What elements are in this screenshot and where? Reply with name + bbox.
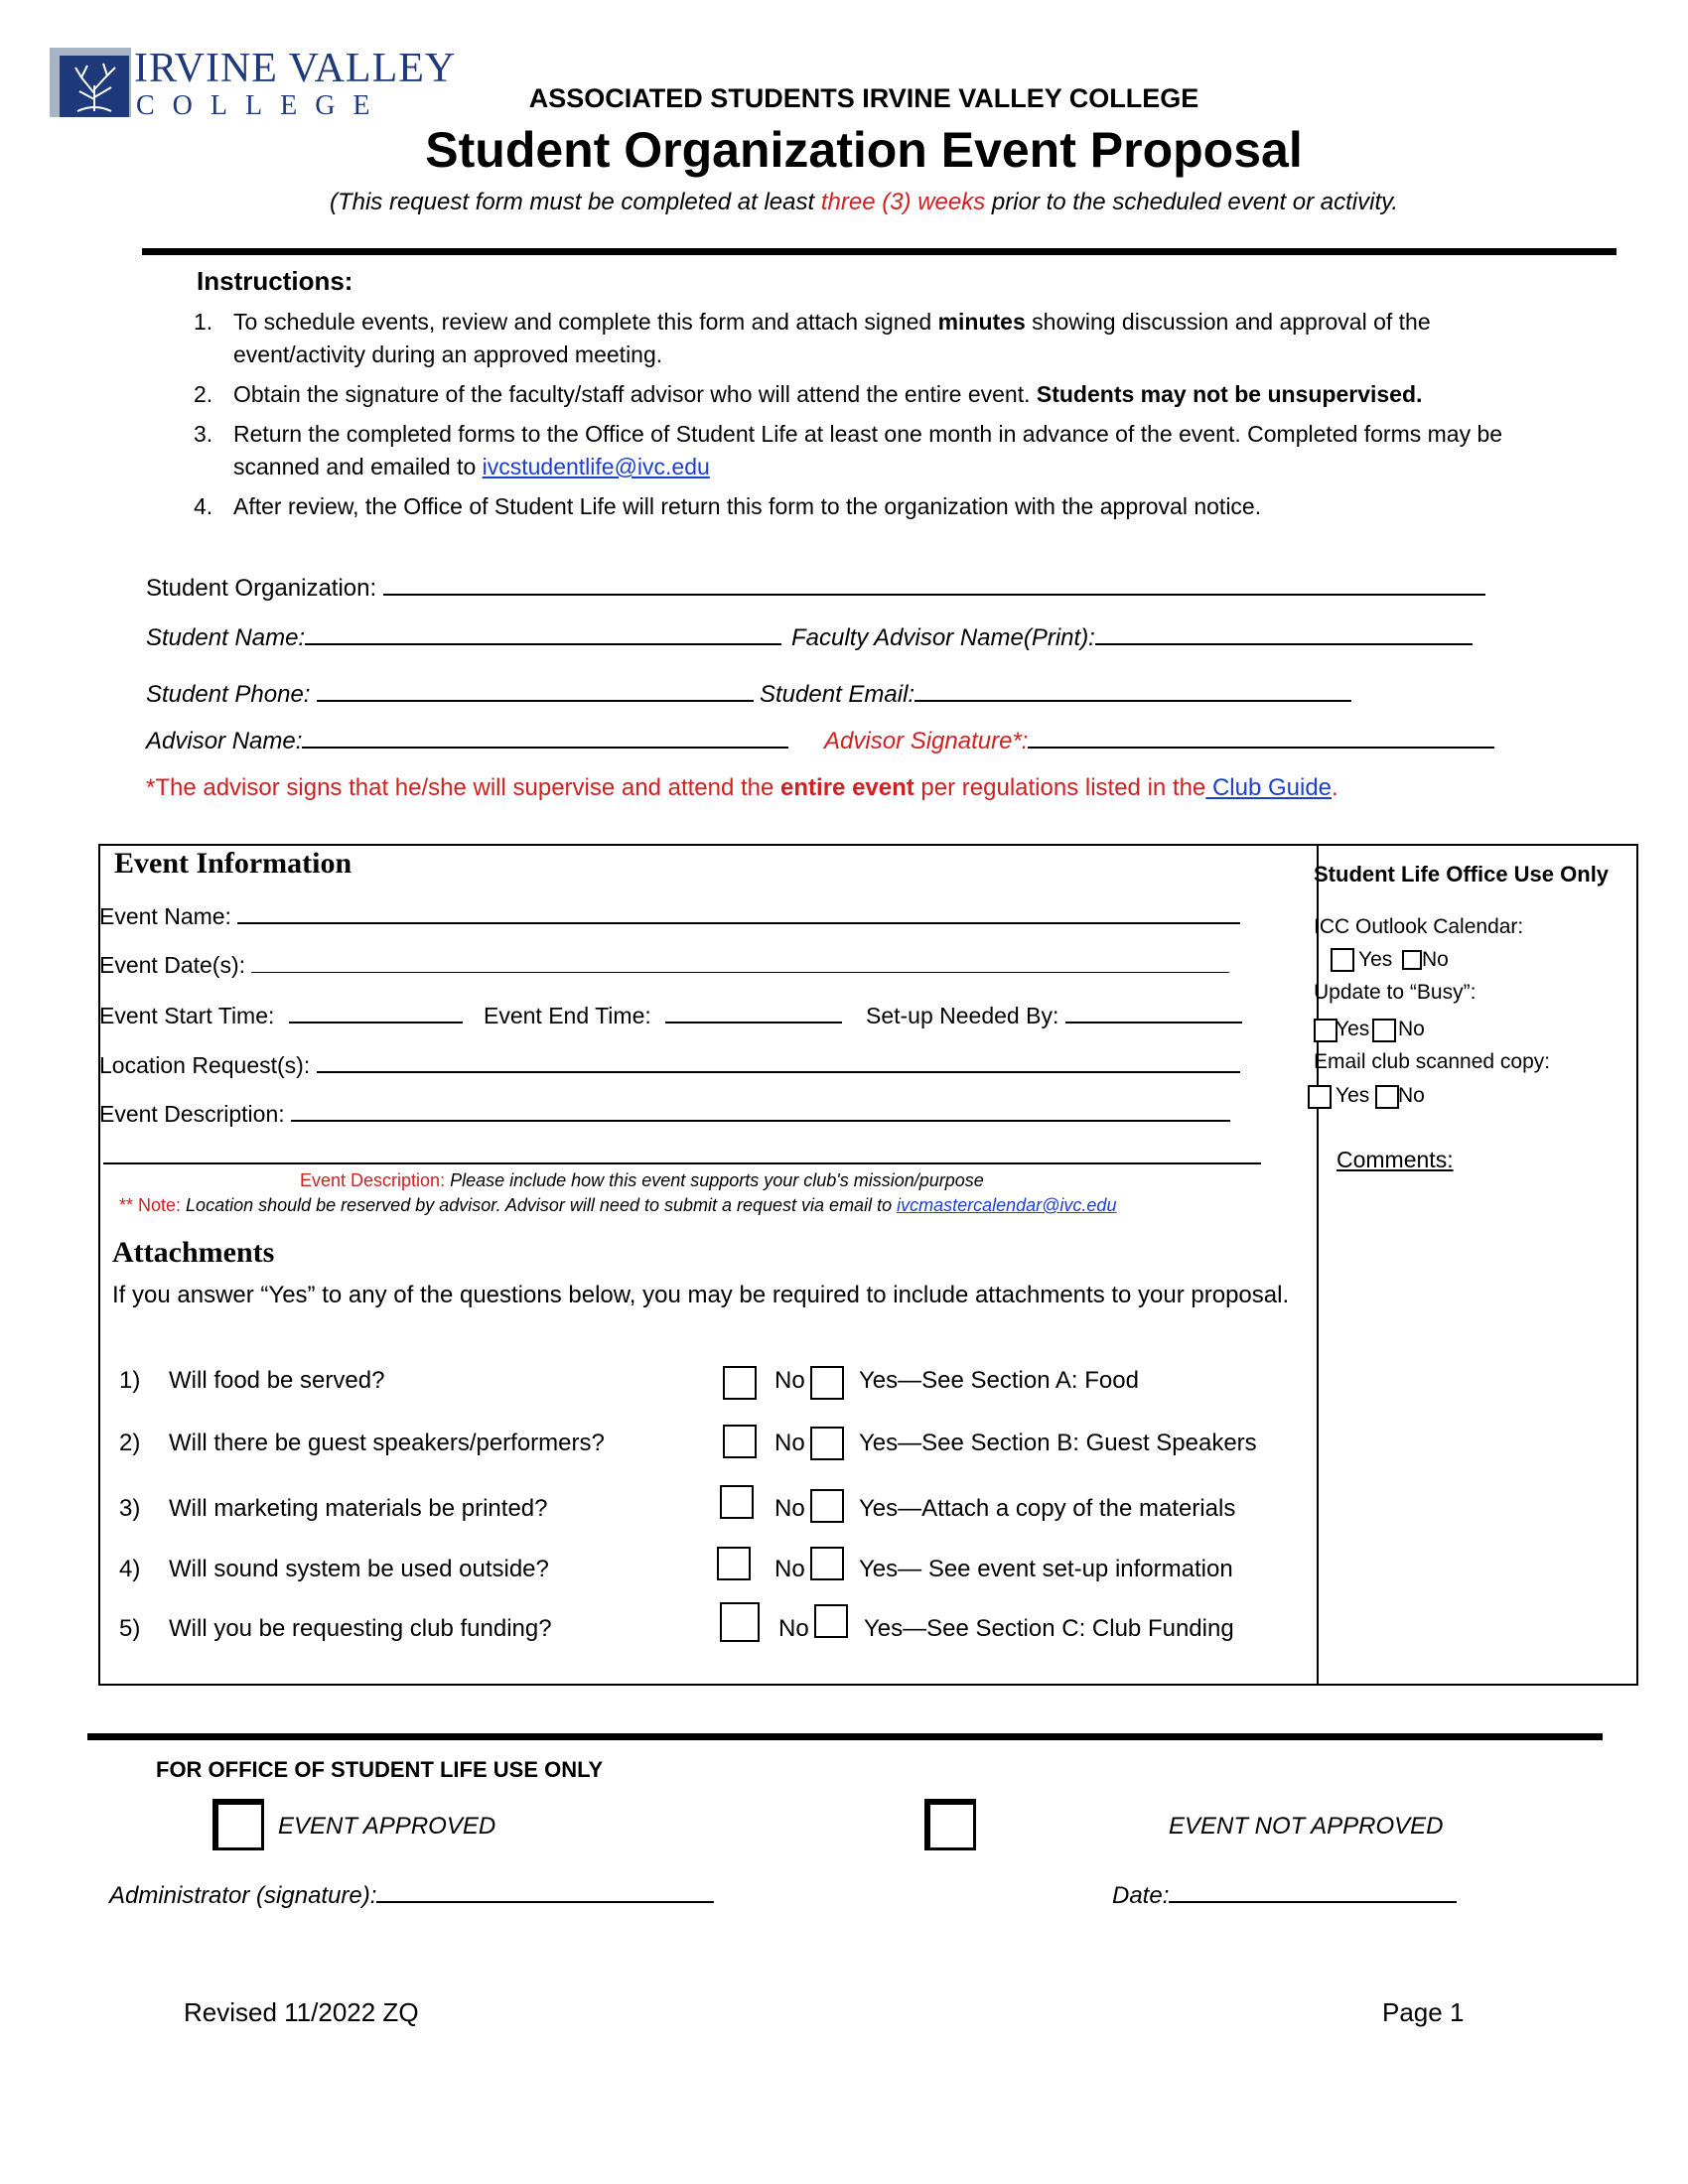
footer-divider	[87, 1733, 1603, 1740]
yes-label: Yes—See Section B: Guest Speakers	[859, 1430, 1257, 1456]
yes-label: Yes—See Section A: Food	[859, 1367, 1139, 1394]
instruction-item: 4. After review, the Office of Student Life will return this form to the organization with the approval notice.	[194, 493, 1262, 519]
yes-label: Yes—See Section C: Club Funding	[864, 1615, 1234, 1642]
event-not-approved-label: EVENT NOT APPROVED	[1169, 1813, 1444, 1840]
logo-wordmark: IRVINE VALLEY	[134, 46, 457, 91]
event-dates-field[interactable]: Event Date(s):	[99, 950, 1229, 979]
event-end-time-field[interactable]: Event End Time:	[484, 1000, 842, 1029]
instruction-item: 3. Return the completed forms to the Office of Student Life at least one month in advance of the event. Completed forms may be scanned and emailed to ivcstudentlife@ivc.edu	[194, 421, 1503, 479]
page-number: Page 1	[1382, 1997, 1465, 2027]
yes-label: Yes	[1336, 1018, 1370, 1040]
yes-label: Yes	[1358, 948, 1393, 971]
location-request-field[interactable]: Location Request(s):	[99, 1049, 1240, 1079]
no-label: No	[1398, 1084, 1425, 1107]
box-divider	[1317, 844, 1319, 1686]
question-number: 5)	[119, 1615, 141, 1642]
no-label: No	[1398, 1018, 1425, 1040]
no-label: No	[778, 1615, 809, 1642]
email-yes-checkbox[interactable]	[1308, 1085, 1332, 1109]
calendar-label: ICC Outlook Calendar:	[1314, 915, 1524, 938]
event-info-heading: Event Information	[114, 847, 352, 880]
master-calendar-email-link[interactable]: ivcmastercalendar@ivc.edu	[897, 1195, 1117, 1215]
question-text: Will you be requesting club funding?	[169, 1615, 552, 1642]
q5-no-checkbox[interactable]	[720, 1602, 760, 1642]
event-approved-checkbox[interactable]	[212, 1799, 264, 1850]
advisor-signature-field[interactable]: Advisor Signature*:	[824, 725, 1494, 755]
no-label: No	[1422, 948, 1449, 971]
calendar-yes-checkbox[interactable]	[1331, 948, 1354, 972]
admin-signature-field[interactable]: Administrator (signature):	[109, 1879, 714, 1910]
org-heading: ASSOCIATED STUDENTS IRVINE VALLEY COLLEGE	[528, 83, 1199, 113]
event-approved-label: EVENT APPROVED	[278, 1813, 496, 1840]
q3-no-checkbox[interactable]	[720, 1485, 754, 1519]
q3-yes-checkbox[interactable]	[810, 1489, 844, 1523]
deadline-note: (This request form must be completed at least three (3) weeks prior to the scheduled event or activity.	[329, 189, 1399, 215]
q1-no-checkbox[interactable]	[723, 1366, 757, 1400]
busy-yes-checkbox[interactable]	[1314, 1019, 1337, 1042]
advisor-name-field[interactable]: Advisor Name:	[146, 725, 788, 755]
calendar-no-checkbox[interactable]	[1402, 950, 1422, 970]
attachments-intro: If you answer “Yes” to any of the questions below, you may be required to include attachments to your proposal.	[112, 1282, 1290, 1308]
instructions-heading: Instructions:	[197, 266, 353, 296]
header-divider	[142, 248, 1617, 255]
question-number: 3)	[119, 1495, 141, 1522]
revision-label: Revised 11/2022 ZQ	[184, 1997, 419, 2027]
form-title: Student Organization Event Proposal	[425, 122, 1303, 178]
description-line	[103, 1162, 1261, 1164]
busy-label: Update to “Busy”:	[1314, 981, 1477, 1004]
student-email-field[interactable]: Student Email:	[760, 678, 1351, 709]
q1-yes-checkbox[interactable]	[810, 1366, 844, 1400]
yes-label: Yes— See event set-up information	[859, 1556, 1233, 1582]
yes-label: Yes—Attach a copy of the materials	[859, 1495, 1236, 1522]
question-text: Will marketing materials be printed?	[169, 1495, 548, 1522]
question-number: 2)	[119, 1430, 141, 1456]
question-number: 4)	[119, 1556, 141, 1582]
q4-yes-checkbox[interactable]	[810, 1547, 844, 1580]
event-start-time-field[interactable]: Event Start Time:	[99, 1000, 463, 1029]
description-note: Event Description: Please include how this event supports your club's mission/purpose	[300, 1170, 984, 1190]
q2-yes-checkbox[interactable]	[810, 1427, 844, 1460]
q4-no-checkbox[interactable]	[717, 1547, 751, 1580]
question-text: Will sound system be used outside?	[169, 1556, 549, 1582]
question-text: Will food be served?	[169, 1367, 385, 1394]
no-label: No	[774, 1367, 805, 1394]
instruction-item: 2. Obtain the signature of the faculty/staff advisor who will attend the entire event. Students may not be unsupervised.	[194, 381, 1423, 407]
logo-subtitle: COLLEGE	[136, 90, 388, 121]
email-no-checkbox[interactable]	[1375, 1085, 1399, 1109]
comments-label: Comments:	[1336, 1147, 1454, 1172]
no-label: No	[774, 1430, 805, 1456]
event-not-approved-checkbox[interactable]	[924, 1799, 976, 1850]
yes-label: Yes	[1336, 1084, 1370, 1107]
no-label: No	[774, 1556, 805, 1582]
question-number: 1)	[119, 1367, 141, 1394]
no-label: No	[774, 1495, 805, 1522]
student-name-field[interactable]: Student Name:	[146, 621, 781, 652]
faculty-advisor-field[interactable]: Faculty Advisor Name(Print):	[791, 621, 1473, 652]
setup-needed-field[interactable]: Set-up Needed By:	[866, 1000, 1242, 1029]
q2-no-checkbox[interactable]	[723, 1425, 757, 1458]
office-use-heading: Student Life Office Use Only	[1314, 862, 1610, 887]
date-field[interactable]: Date:	[1112, 1879, 1457, 1910]
instructions-list	[194, 306, 1564, 530]
email-copy-label: Email club scanned copy:	[1314, 1050, 1551, 1073]
attachments-heading: Attachments	[112, 1236, 275, 1269]
office-footer-heading: FOR OFFICE OF STUDENT LIFE USE ONLY	[156, 1757, 604, 1782]
busy-no-checkbox[interactable]	[1372, 1019, 1396, 1042]
student-life-email-link[interactable]: ivcstudentlife@ivc.edu	[482, 454, 710, 479]
student-org-field[interactable]: Student Organization:	[146, 572, 1485, 603]
location-note: ** Note: Location should be reserved by advisor. Advisor will need to submit a request via email to ivcmastercalendar@ivc.edu	[119, 1195, 1117, 1215]
event-name-field[interactable]: Event Name:	[99, 900, 1240, 930]
advisor-note: *The advisor signs that he/she will supervise and attend the entire event per regulations listed in the Club Guide.	[146, 774, 1338, 801]
q5-yes-checkbox[interactable]	[814, 1604, 848, 1638]
instruction-item: 1. To schedule events, review and complete this form and attach signed minutes showing discussion and approval of the event/activity during an approved meeting.	[194, 309, 1431, 367]
event-description-field[interactable]: Event Description:	[99, 1098, 1230, 1128]
student-phone-field[interactable]: Student Phone:	[146, 678, 754, 709]
club-guide-link[interactable]: Club Guide	[1205, 774, 1333, 801]
question-text: Will there be guest speakers/performers?	[169, 1430, 605, 1456]
